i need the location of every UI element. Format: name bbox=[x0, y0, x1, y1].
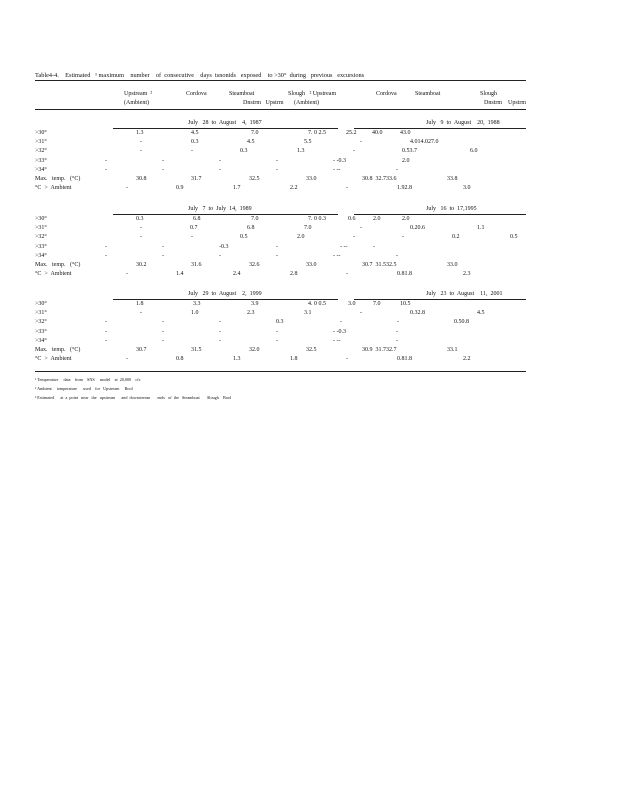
table-cell: - bbox=[105, 319, 107, 326]
table-cell: 3.9 bbox=[251, 301, 259, 307]
table-cell: - bbox=[396, 166, 398, 173]
col-ambient-left: (Ambient) bbox=[124, 100, 149, 106]
table-cell: - bbox=[219, 319, 221, 326]
table-cell: 2.4 bbox=[233, 271, 241, 278]
table-cell: - bbox=[105, 166, 107, 173]
table-cell: - bbox=[140, 310, 142, 317]
table-cell: 30.8 bbox=[136, 176, 147, 182]
row-label: >30° bbox=[35, 301, 47, 307]
table-cell: - bbox=[105, 243, 107, 250]
footnote-3: ³ Estimated at a point near the upstream and downstream ends of the Steamboat Slough Bool bbox=[35, 395, 232, 400]
table-cell: - bbox=[340, 319, 342, 326]
table-cell: - bbox=[140, 234, 142, 241]
row-label: °C > Ambient bbox=[35, 271, 72, 278]
table-cell: 2.0 bbox=[297, 234, 305, 241]
row-label: >31° bbox=[35, 139, 47, 146]
period-rule-left bbox=[113, 214, 338, 215]
table-cell: - bbox=[276, 166, 278, 173]
table-cell: 2.3 bbox=[247, 310, 255, 317]
table-cell: 40.0 bbox=[372, 130, 383, 136]
table-cell: - bbox=[105, 252, 107, 259]
table-cell: 0.81.8 bbox=[397, 271, 412, 278]
table-cell: 32.6 bbox=[249, 262, 260, 268]
period-rule-left bbox=[113, 299, 338, 300]
table-cell: 30.7 31.532.5 bbox=[362, 262, 397, 268]
table-cell: 4.014.027.0 bbox=[410, 139, 439, 146]
table-cell: - bbox=[162, 243, 164, 250]
table-cell: - -- bbox=[333, 252, 341, 259]
table-cell: 0.81.8 bbox=[397, 356, 412, 363]
table-cell: 31.6 bbox=[191, 262, 202, 268]
table-cell: - bbox=[105, 337, 107, 344]
table-cell: 1.8 bbox=[136, 301, 144, 307]
table-cell: - -- bbox=[340, 243, 348, 250]
table-cell: 25.2 bbox=[346, 130, 357, 136]
table-cell: - bbox=[402, 234, 404, 241]
table-cell: 6.8 bbox=[193, 216, 201, 222]
table-cell: - bbox=[219, 252, 221, 259]
table-cell: - bbox=[373, 243, 375, 250]
table-title: Table4-4. Estimated ¹ maximum number of consecutive days tsnonids exposed to >30° during previous excursions bbox=[35, 72, 365, 79]
table-cell: 7. 0 0.3 bbox=[308, 216, 326, 222]
table-cell: 0.7 bbox=[190, 225, 198, 232]
row-label: >34° bbox=[35, 252, 47, 259]
table-cell: - bbox=[191, 148, 193, 155]
table-cell: 1.8 bbox=[290, 356, 298, 363]
table-cell: 3.0 bbox=[463, 185, 471, 192]
table-cell: 10.5 bbox=[400, 301, 411, 307]
row-label: >33° bbox=[35, 328, 47, 335]
row-label: Max. temp. (°C) bbox=[35, 262, 81, 268]
period-right: July 23 to August 11, 2001 bbox=[426, 291, 503, 297]
table-cell: 0.3 bbox=[191, 139, 199, 146]
table-cell: 7.0 bbox=[304, 225, 312, 232]
row-label: >34° bbox=[35, 337, 47, 344]
table-cell: 1.92.8 bbox=[397, 185, 412, 192]
table-cell: 0.8 bbox=[176, 356, 184, 363]
table-cell: - bbox=[126, 271, 128, 278]
table-cell: 32.0 bbox=[249, 347, 260, 353]
table-cell: 7.0 bbox=[251, 216, 259, 222]
table-cell: - bbox=[219, 328, 221, 335]
table-cell: 1.4 bbox=[176, 271, 184, 278]
period-rule-right bbox=[354, 299, 526, 300]
table-cell: 2.8 bbox=[290, 271, 298, 278]
table-cell: 4.5 bbox=[477, 310, 485, 317]
table-cell: - bbox=[396, 328, 398, 335]
period-right: July 9 to August 20, 1988 bbox=[426, 120, 500, 126]
table-cell: - bbox=[219, 166, 221, 173]
table-cell: 0.2 bbox=[452, 234, 460, 241]
table-cell: 0.6 bbox=[348, 216, 356, 222]
table-cell: - bbox=[162, 252, 164, 259]
period-rule-left bbox=[113, 128, 338, 129]
period-left: July 28 to August 4, 1987 bbox=[188, 120, 262, 126]
row-label: >32° bbox=[35, 234, 47, 241]
table-cell: - -- bbox=[333, 337, 341, 344]
table-cell: 0.5 bbox=[510, 234, 518, 241]
table-cell: - bbox=[162, 337, 164, 344]
table-cell: 33.0 bbox=[447, 262, 458, 268]
col-downstream-right: Dnstrm Upstrm bbox=[484, 100, 526, 106]
row-label: >31° bbox=[35, 310, 47, 317]
table-cell: 32.5 bbox=[249, 176, 260, 182]
table-cell: 30.7 bbox=[136, 347, 147, 353]
table-cell: 0.3 bbox=[240, 148, 248, 155]
table-cell: - bbox=[140, 139, 142, 146]
period-right: July 16 to 17,1995 bbox=[426, 206, 477, 212]
table-cell: 2.0 bbox=[373, 216, 381, 222]
table-cell: - -0.3 bbox=[333, 328, 346, 335]
table-cell: 0.50.8 bbox=[454, 319, 469, 326]
table-cell: 0.32.8 bbox=[410, 310, 425, 317]
table-bottom-rule bbox=[35, 371, 526, 372]
table-cell: 5.5 bbox=[304, 139, 312, 146]
table-cell: - bbox=[276, 328, 278, 335]
table-cell: 2.2 bbox=[463, 356, 471, 363]
table-cell: 1.3 bbox=[136, 130, 144, 136]
col-upstream-left: Upstream ² bbox=[124, 91, 153, 97]
table-cell: - bbox=[397, 319, 399, 326]
table-cell: - bbox=[162, 166, 164, 173]
table-cell: 0.53.7 bbox=[402, 148, 417, 155]
table-cell: - bbox=[276, 252, 278, 259]
table-cell: 33.8 bbox=[447, 176, 458, 182]
row-label: Max. temp. (°C) bbox=[35, 347, 81, 353]
period-left: July 29 to August 2, 1999 bbox=[188, 291, 262, 297]
table-cell: 3.3 bbox=[193, 301, 201, 307]
table-cell: - bbox=[396, 337, 398, 344]
table-cell: - bbox=[360, 310, 362, 317]
row-label: >34° bbox=[35, 166, 47, 173]
table-cell: 30.8 32.733.6 bbox=[362, 176, 397, 182]
row-label: >32° bbox=[35, 319, 47, 326]
footnote-1: ¹ Temperature data from SNS model at 20,000 cfs bbox=[35, 377, 141, 382]
table-cell: - bbox=[105, 157, 107, 164]
col-ambient-right: (Ambient) bbox=[294, 100, 319, 106]
table-cell: 31.5 bbox=[191, 347, 202, 353]
table-cell: - bbox=[353, 148, 355, 155]
table-cell: 1.0 bbox=[191, 310, 199, 317]
table-cell: 32.5 bbox=[306, 347, 317, 353]
table-cell: 7.0 bbox=[251, 130, 259, 136]
table-cell: - bbox=[276, 243, 278, 250]
table-cell: 2.0 bbox=[402, 216, 410, 222]
header-top-rule bbox=[35, 80, 526, 81]
table-cell: - bbox=[396, 252, 398, 259]
table-cell: 2.2 bbox=[290, 185, 298, 192]
table-cell: - -- bbox=[333, 166, 341, 173]
table-cell: 30.2 bbox=[136, 262, 147, 268]
table-cell: - bbox=[346, 356, 348, 363]
table-cell: - bbox=[353, 234, 355, 241]
table-cell: 0.3 bbox=[276, 319, 284, 326]
table-cell: 1.1 bbox=[477, 225, 485, 232]
col-downstream-left: Dnstrm Upstrm bbox=[243, 100, 284, 106]
table-cell: - bbox=[276, 337, 278, 344]
table-cell: - bbox=[140, 148, 142, 155]
table-cell: - bbox=[162, 157, 164, 164]
period-rule-right bbox=[354, 128, 526, 129]
table-cell: 7.0 bbox=[373, 301, 381, 307]
table-cell: 1.3 bbox=[297, 148, 305, 155]
row-label: >32° bbox=[35, 148, 47, 155]
footnote-2: ² Ambient temperature used for Upstream Bool bbox=[35, 386, 133, 391]
row-label: >30° bbox=[35, 216, 47, 222]
table-cell: 33.1 bbox=[447, 347, 458, 353]
table-cell: 0.9 bbox=[176, 185, 184, 192]
table-cell: 6.0 bbox=[470, 148, 478, 155]
col-steamboat-right: Steamboat bbox=[415, 91, 441, 97]
table-cell: - bbox=[162, 319, 164, 326]
table-cell: 30.9 31.732.7 bbox=[362, 347, 397, 353]
table-cell: - bbox=[219, 337, 221, 344]
table-cell: - bbox=[346, 185, 348, 192]
col-slough-left: Slough ² Upstream bbox=[288, 91, 337, 97]
table-cell: - bbox=[126, 356, 128, 363]
table-cell: - -0.3 bbox=[333, 157, 346, 164]
table-cell: - bbox=[191, 234, 193, 241]
table-cell: 7. 0 2.5 bbox=[308, 130, 326, 136]
table-cell: 4.5 bbox=[247, 139, 255, 146]
table-cell: 33.0 bbox=[306, 176, 317, 182]
table-cell: 0.5 bbox=[240, 234, 248, 241]
col-cordova-left: Cordova bbox=[186, 91, 207, 97]
table-cell: - bbox=[219, 157, 221, 164]
table-cell: 3.0 bbox=[348, 301, 356, 307]
col-steamboat-left: Steamboat bbox=[229, 91, 255, 97]
table-cell: 6.8 bbox=[247, 225, 255, 232]
table-cell: - bbox=[346, 271, 348, 278]
table-cell: - bbox=[126, 185, 128, 192]
table-cell: 31.7 bbox=[191, 176, 202, 182]
row-label: °C > Ambient bbox=[35, 356, 72, 363]
row-label: >30° bbox=[35, 130, 47, 136]
row-label: °C > Ambient bbox=[35, 185, 72, 192]
table-cell: 2.0 bbox=[402, 157, 410, 164]
row-label: >31° bbox=[35, 225, 47, 232]
table-cell: - bbox=[140, 225, 142, 232]
row-label: Max. temp. (°C) bbox=[35, 176, 81, 182]
table-cell: - bbox=[360, 139, 362, 146]
table-cell: 4. 0 0.5 bbox=[308, 301, 326, 307]
col-cordova-right: Cordova bbox=[376, 91, 397, 97]
table-cell: 1.7 bbox=[233, 185, 241, 192]
period-rule-right bbox=[354, 214, 526, 215]
table-cell: - bbox=[162, 328, 164, 335]
col-slough-right: Slough bbox=[480, 91, 498, 97]
row-label: >33° bbox=[35, 243, 47, 250]
table-cell: 43.0 bbox=[400, 130, 411, 136]
table-cell: - bbox=[276, 157, 278, 164]
table-cell: 3.1 bbox=[304, 310, 312, 317]
table-cell: 1.3 bbox=[233, 356, 241, 363]
table-cell: 33.0 bbox=[306, 262, 317, 268]
row-label: >33° bbox=[35, 157, 47, 164]
table-cell: 0.20.6 bbox=[410, 225, 425, 232]
table-cell: - bbox=[360, 225, 362, 232]
table-cell: 0.3 bbox=[136, 216, 144, 222]
table-cell: - bbox=[105, 328, 107, 335]
table-cell: 4.5 bbox=[191, 130, 199, 136]
header-bottom-rule bbox=[35, 109, 526, 110]
table-cell: -0.3 bbox=[219, 243, 229, 250]
table-cell: 2.3 bbox=[463, 271, 471, 278]
period-left: July 7 to July 14, 1989 bbox=[188, 206, 252, 212]
